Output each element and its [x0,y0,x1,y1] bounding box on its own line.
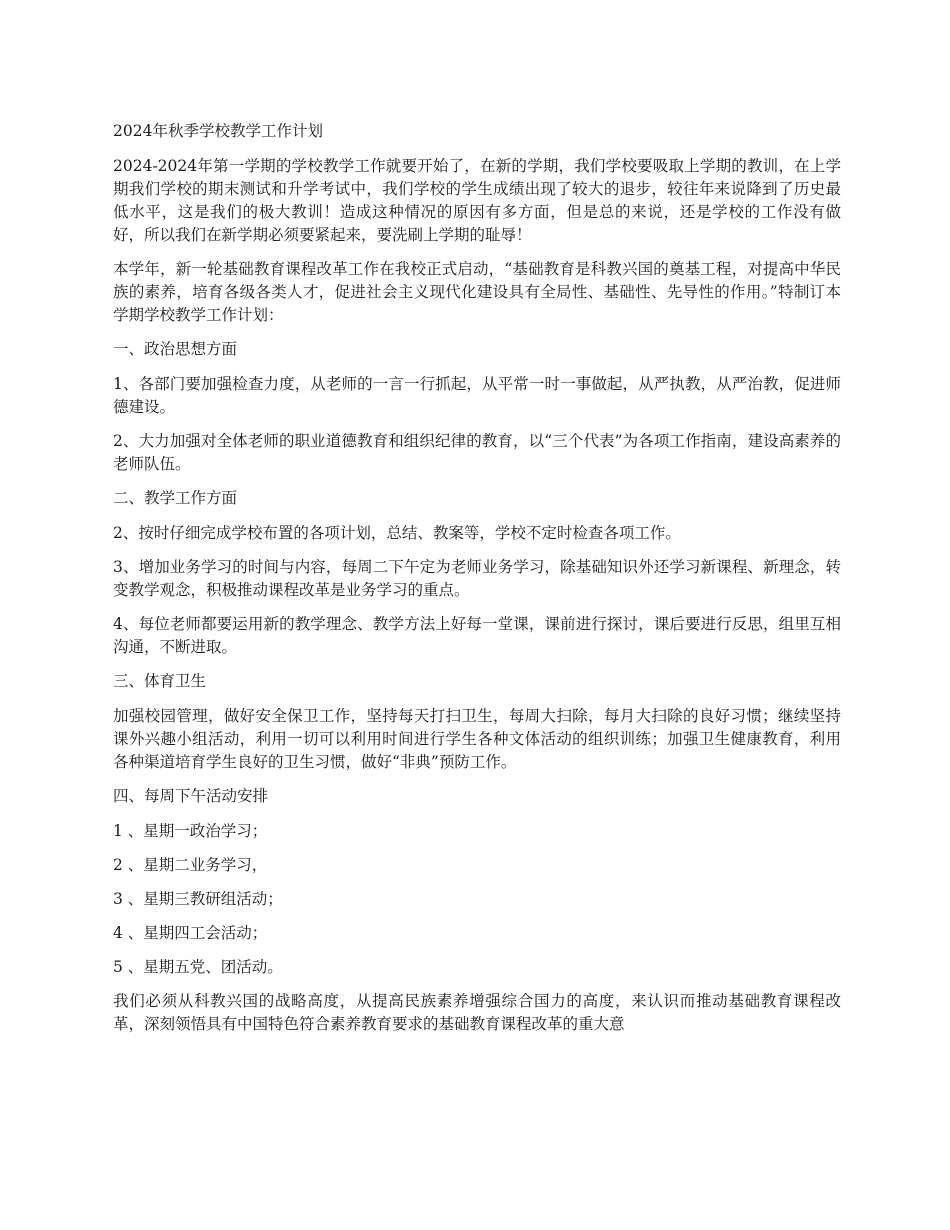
section-heading-schedule: 四、每周下午活动安排 [113,787,269,805]
section-heading-teaching: 二、教学工作方面 [113,489,238,507]
paragraph-intro: 2024-2024年第一学期的学校教学工作就要开始了，在新的学期，我们学校要吸取上学期的教训，在上学期我们学校的期末测试和升学考试中，我们学校的学生成绩出现了较大的退步，较往年来说降到了历史最低水平，这是我们的极大教训！造成这种情况的原因有多方面，但是总的来说，还是学校的工作没有做好，所以我们在新学期必须要紧起来，要洗刷上学期的耻辱！ [113,157,841,244]
list-item: 4、每位老师都要运用新的教学理念、教学方法上好每一堂课，课前进行探讨，课后要进行反思，组里互相沟通，不断进取。 [113,615,841,656]
schedule-item: 1 、星期一政治学习； [113,822,268,840]
paragraph-background: 本学年，新一轮基础教育课程改革工作在我校正式启动，“基础教育是科教兴国的奠基工程，对提高中华民族的素养，培育各级各类人才，促进社会主义现代化建设具有全局性、基础性、先导性的作用。”特制订本学期学校教学工作计划： [113,260,841,324]
section-heading-health: 三、体育卫生 [113,672,207,690]
schedule-item: 5 、星期五党、团活动。 [113,958,283,976]
schedule-item: 2 、星期二业务学习， [113,856,268,874]
document-page [113,120,841,1047]
list-item: 3、增加业务学习的时间与内容，每周二下午定为老师业务学习，除基础知识外还学习新课程、新理念，转变教学观念，积极推动课程改革是业务学习的重点。 [113,558,841,599]
schedule-item: 3 、星期三教研组活动； [113,890,283,908]
section-heading-politics: 一、政治思想方面 [113,340,238,358]
list-item: 2、大力加强对全体老师的职业道德教育和组织纪律的教育，以“三个代表”为各项工作指南，建设高素养的老师队伍。 [113,432,841,473]
schedule-item: 4 、星期四工会活动； [113,924,268,942]
list-item: 2、按时仔细完成学校布置的各项计划，总结、教案等，学校不定时检查各项工作。 [113,524,681,542]
document-title: 2024年秋季学校教学工作计划 [113,122,323,140]
paragraph-conclusion: 我们必须从科教兴国的战略高度，从提高民族素养增强综合国力的高度，来认识而推动基础教育课程改革，深刻领悟具有中国特色符合素养教育要求的基础教育课程改革的重大意 [113,992,841,1033]
list-item: 1、各部门要加强检查力度，从老师的一言一行抓起，从平常一时一事做起，从严执教，从严治教，促进师德建设。 [113,375,841,416]
paragraph-health: 加强校园管理，做好安全保卫工作，坚持每天打扫卫生，每周大扫除，每月大扫除的良好习惯；继续坚持课外兴趣小组活动，利用一切可以利用时间进行学生各种文体活动的组织训练；加强卫生健康教育，利用各种渠道培育学生良好的卫生习惯，做好“非典”预防工作。 [113,707,841,771]
